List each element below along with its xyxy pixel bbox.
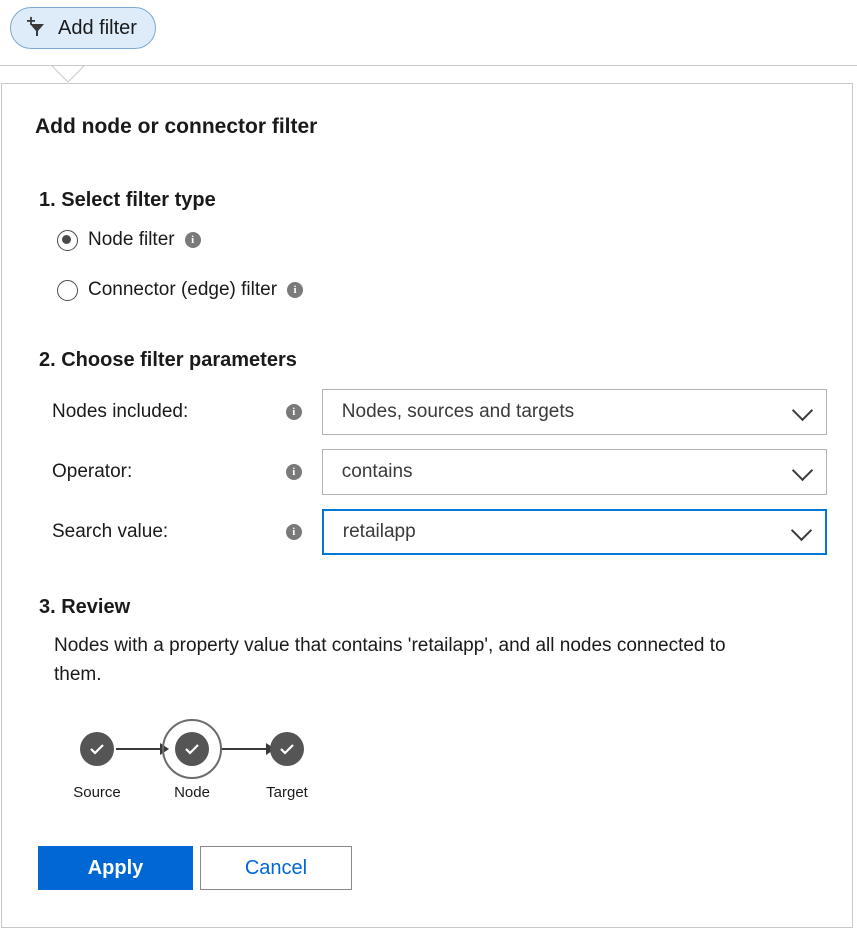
add-filter-label: Add filter — [58, 17, 137, 39]
panel-caret — [46, 66, 90, 84]
select-operator[interactable] — [322, 449, 827, 495]
info-icon-nodes-included[interactable]: i — [286, 404, 302, 420]
cancel-button[interactable]: Cancel — [200, 846, 352, 890]
info-icon-operator[interactable]: i — [286, 464, 302, 480]
check-icon-source — [80, 732, 114, 766]
radio-node-filter-indicator[interactable] — [57, 230, 78, 251]
chevron-down-icon — [792, 460, 813, 481]
info-icon-node-filter[interactable]: i — [185, 232, 201, 248]
chevron-down-icon — [792, 400, 813, 421]
combobox-search-value[interactable] — [322, 509, 827, 555]
add-filter-icon — [25, 16, 49, 40]
select-operator-value: contains — [341, 461, 413, 482]
check-icon-target — [270, 732, 304, 766]
radio-connector-filter-indicator[interactable] — [57, 280, 78, 301]
parameter-row-nodes-included — [52, 389, 827, 435]
add-filter-button[interactable] — [10, 7, 156, 49]
edge-source-to-node — [116, 748, 162, 750]
apply-button[interactable]: Apply — [38, 846, 193, 890]
caption-node: Node — [174, 784, 210, 801]
radio-connector-filter[interactable] — [57, 279, 303, 301]
parameter-row-search-value — [52, 509, 827, 555]
step3-heading: 3. Review — [39, 596, 131, 618]
select-nodes-included-value: Nodes, sources and targets — [341, 401, 575, 422]
step1-heading: 1. Select filter type — [39, 189, 216, 211]
filter-preview-diagram — [72, 709, 332, 809]
review-description: Nodes with a property value that contains 'retailapp', and all nodes connected to them. — [54, 635, 726, 685]
parameter-row-operator — [52, 449, 827, 495]
combobox-search-value-text[interactable]: retailapp — [342, 521, 416, 542]
radio-node-filter-label: Node filter — [88, 229, 175, 250]
radio-connector-filter-label: Connector (edge) filter — [88, 279, 278, 300]
add-filter-panel — [1, 83, 853, 928]
caption-target: Target — [266, 784, 308, 801]
radio-node-filter[interactable] — [57, 229, 201, 251]
edge-node-to-target — [222, 748, 268, 750]
step2-heading: 2. Choose filter parameters — [39, 349, 297, 371]
label-nodes-included: Nodes included: — [52, 401, 189, 422]
info-icon-connector-filter[interactable]: i — [287, 282, 303, 298]
chevron-down-icon[interactable] — [791, 520, 812, 541]
check-icon-node — [175, 732, 209, 766]
label-search-value: Search value: — [52, 521, 169, 542]
select-nodes-included[interactable] — [322, 389, 827, 435]
panel-title: Add node or connector filter — [35, 115, 318, 138]
toolbar — [0, 0, 857, 66]
info-icon-search-value[interactable]: i — [286, 524, 302, 540]
caption-source: Source — [73, 784, 121, 801]
label-operator: Operator: — [52, 461, 133, 482]
